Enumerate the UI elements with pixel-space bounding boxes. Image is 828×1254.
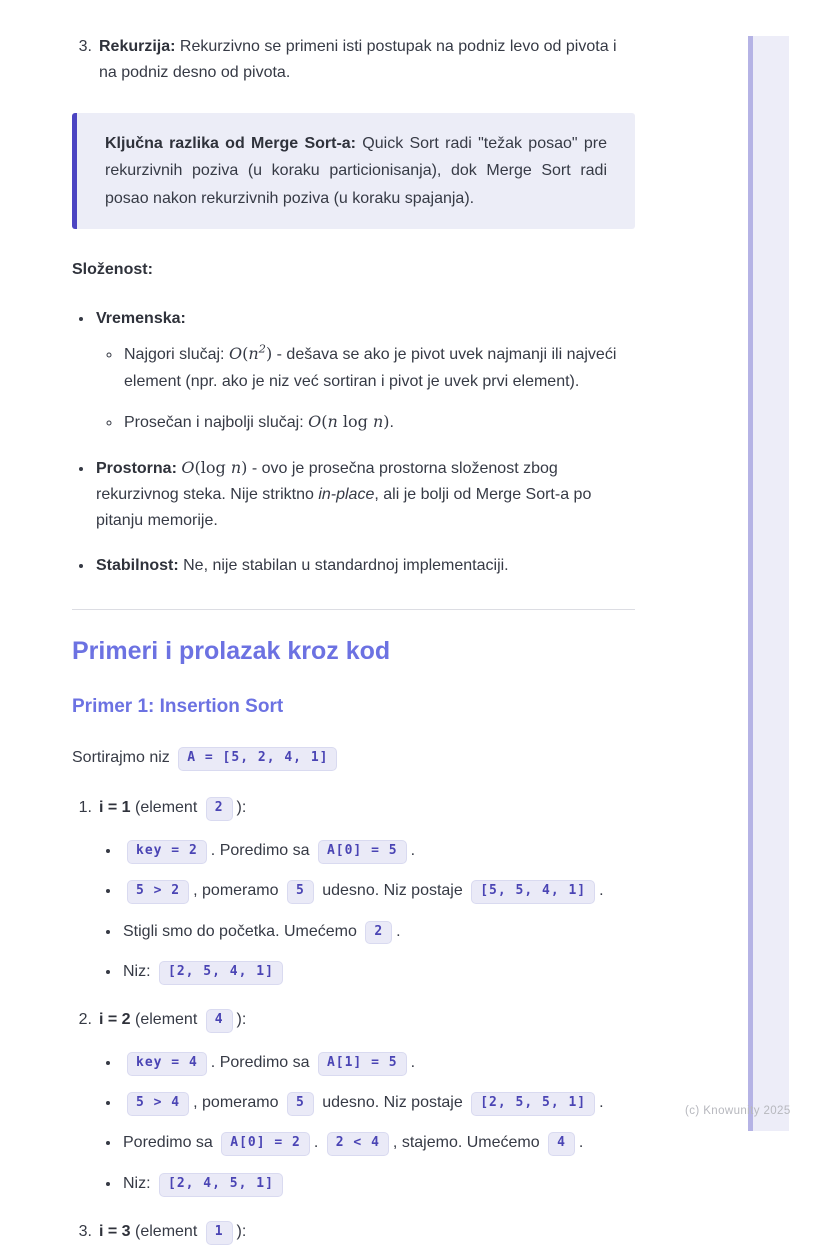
callout-merge-sort-difference [72,113,635,230]
step-bullet [121,1050,635,1076]
complexity-item [94,553,635,579]
inline-code-chip: 1 [206,1221,233,1245]
subsection-heading: Primer 1: Insertion Sort [72,696,284,718]
inline-code-chip: 2 < 4 [327,1132,389,1156]
step-title [76,1007,635,1033]
math-roman: (log [194,457,231,477]
ordered-item-text: Rekurzija: Rekurzivno se primeni isti postupak na podniz levo od pivota i na podniz desno od pivota. [99,38,617,82]
step-title-text: i = 3 (element 1 ): [99,1219,246,1245]
complexity-list [72,306,635,579]
step-bullet-text: key = 4 . Poredimo sa A[1] = 5 . [123,1054,415,1071]
math-italic: n [372,412,384,432]
scrollbar-track[interactable] [748,36,789,1131]
inline-code-chip: A = [5, 2, 4, 1] [178,747,337,771]
step-bullet [121,959,635,985]
inline-code-chip: A[0] = 2 [221,1132,310,1156]
inline-code-chip: [2, 5, 5, 1] [471,1092,595,1116]
step-number: 2. [78,1011,92,1029]
step-title [76,795,635,821]
document-content [72,34,635,1254]
inline-code-chip: 5 > 2 [127,880,189,904]
step-item [72,1007,635,1197]
inline-code-chip: 4 [206,1009,233,1033]
step-bullet-list [72,838,635,986]
step-bullet-text: 5 > 4 , pomeramo 5 udesno. Niz postaje [2, 5, 5, 1] . [123,1094,604,1111]
inline-code-chip: key = 2 [127,840,207,864]
complexity-item [94,306,635,437]
math-italic: O [181,457,195,477]
step-bullet [121,838,635,864]
step-bullet [121,1171,635,1197]
step-bullet-text: Niz: [2, 5, 4, 1] [123,963,287,980]
math-italic: O [228,344,243,364]
step-bullet-text: Niz: [2, 4, 5, 1] [123,1175,287,1192]
step-number: 1. [78,799,92,817]
complexity-subitem [122,409,635,436]
step-bullet-list [72,1050,635,1198]
step-bullet [121,878,635,904]
complexity-subitem [122,340,635,395]
inline-code-chip: 5 [287,880,314,904]
step-bullet-text: key = 2 . Poredimo sa A[0] = 5 . [123,842,415,859]
step-title-text: i = 2 (element 4 ): [99,1007,246,1033]
step-bullet [121,1090,635,1116]
section-divider [72,609,635,610]
complexity-item [94,455,635,535]
step-title-text: i = 1 (element 2 ): [99,795,246,821]
step-title [76,1219,635,1245]
inline-code-chip: key = 4 [127,1052,207,1076]
step-bullet [121,919,635,945]
step-bullet-text: 5 > 2 , pomeramo 5 udesno. Niz postaje [5, 5, 4, 1] . [123,882,604,899]
step-bullet-text: Stigli smo do početka. Umećemo 2 . [123,923,401,940]
steps-list [72,795,635,1245]
step-bullet [121,1130,635,1156]
math-roman: ( [242,344,249,364]
math-roman: ) [241,457,248,477]
step-item [72,1219,635,1245]
complexity-sublist [96,340,635,437]
step-item [72,795,635,985]
inline-code-chip: 5 [287,1092,314,1116]
complexity-item-text: Prostorna: O(log n) - ovo je prosečna prostorna složenost zbog rekurzivnog steka. Nije striktno in-place, ali je bolji od Merge Sort-a po pitanju memorije. [96,457,592,530]
math-italic: n [327,412,338,432]
math-roman: log [337,412,373,432]
step-bullet-text: Poredimo sa A[0] = 2 . 2 < 4 , stajemo. Umećemo 4 . [123,1134,583,1151]
scrollbar-thumb[interactable] [748,36,753,1131]
inline-code-chip: [2, 4, 5, 1] [159,1173,283,1197]
section-heading: Primeri i prolazak kroz kod [72,637,391,666]
math-roman: ) [265,344,273,364]
callout-text: Ključna razlika od Merge Sort-a: Quick Sort radi "težak posao" pre rekurzivnih poziva (u koraku particionisanja), dok Merge Sort radi posao nakon rekurzivnih poziva (u koraku spajanja). [105,134,607,207]
complexity-subitem-text: Najgori slučaj: $O(n^2)$ - dešava se ako je pivot uvek najmanji ili najveći element (npr. ako je niz već sortiran i pivot je uvek prvi element). [124,342,617,390]
inline-code-chip: 4 [548,1132,575,1156]
intro-line: Sortirajmo niz A = [5, 2, 4, 1] [72,745,635,771]
ordered-item-rekurzija [76,34,635,87]
math-italic: O [308,412,322,432]
watermark: (c) Knowunity 2025 [685,1105,791,1117]
ordered-item-number: 3. [78,38,92,55]
math-roman: ) [383,412,390,432]
math-italic: n [248,344,259,364]
complexity-item-text: Stabilnost: Ne, nije stabilan u standardnoj implementaciji. [96,556,509,574]
inline-code-chip: 2 [206,797,233,821]
inline-code-chip: [5, 5, 4, 1] [471,880,595,904]
math-roman: ( [321,412,328,432]
slozenost-heading: Složenost: [72,261,153,279]
inline-code-chip: A[0] = 5 [318,840,407,864]
complexity-item-text: Vremenska: [96,309,186,327]
inline-code-chip: 2 [365,921,392,945]
inline-code-chip: [2, 5, 4, 1] [159,961,283,985]
step-number: 3. [78,1223,92,1241]
math-italic: n [230,457,242,477]
complexity-subitem-text: Prosečan i najbolji slučaj: O(n log n). [124,412,394,432]
inline-code-chip: 5 > 4 [127,1092,189,1116]
inline-code-chip: A[1] = 5 [318,1052,407,1076]
math-superscript: 2 [258,342,266,357]
